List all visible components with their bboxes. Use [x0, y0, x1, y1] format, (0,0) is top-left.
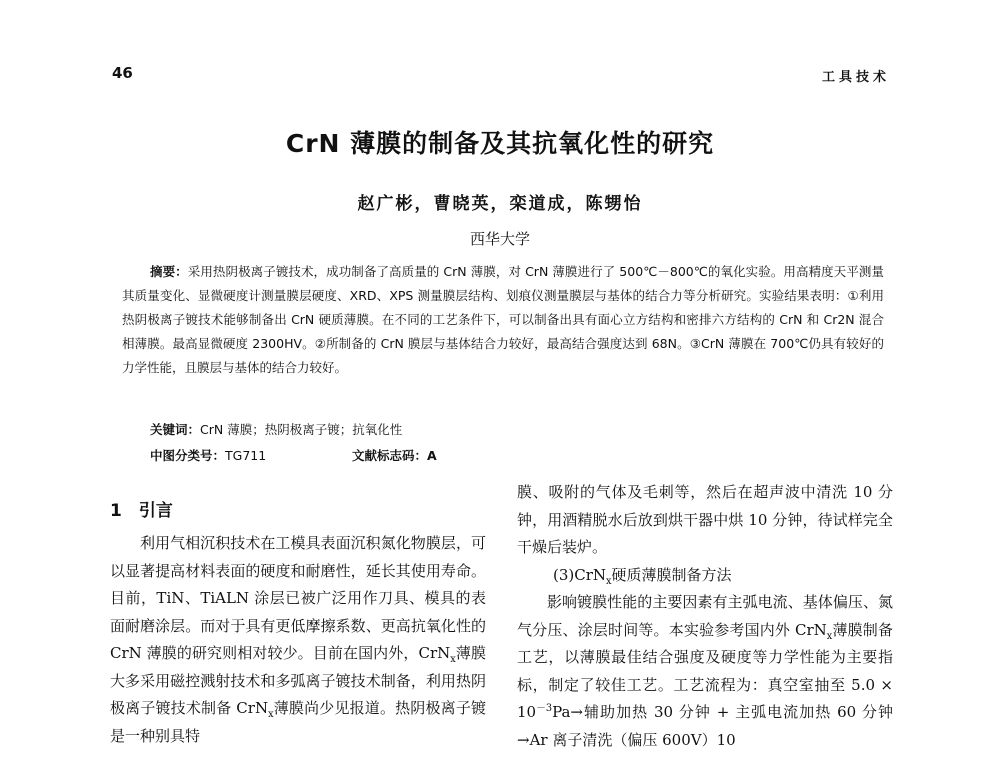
abstract-label: 摘要： — [150, 264, 188, 279]
process-paragraph-part-1: 影响镀膜性能的主要因素有主弧电流、基体偏压、氮气分压、涂层时间等。本实验参考国内外 CrN — [517, 593, 893, 639]
keywords-label: 关键词： — [150, 422, 201, 437]
classification-label: 中图分类号： — [150, 448, 226, 463]
process-paragraph-part-3: Pa→辅助加热 30 分钟 + 主弧电流加热 60 分钟→Ar 离子清洗（偏压 600V）10 — [517, 703, 893, 749]
intro-paragraph-part-2: 薄膜大多采用磁控溅射技术和多弧离子镀技术制备，利用热阴极离子镀技术制备 CrN — [110, 644, 486, 717]
cleaning-paragraph: 膜、吸附的气体及毛刺等，然后在超声波中清洗 10 分钟，用酒精脱水后放到烘干器中烘 10 分钟，待试样完全干燥后装炉。 — [517, 483, 893, 556]
intro-paragraph-part-1: 利用气相沉积技术在工模具表面沉积氮化物膜层，可以显著提高材料表面的硬度和耐磨性，延长其使用寿命。目前，TiN、TiALN 涂层已被广泛用作刀具、模具的表面耐磨涂层。而对于具有更低摩擦系数、更高抗氧化性的 CrN 薄膜的研究则相对较少。目前在国内外，CrN — [110, 534, 486, 662]
subsection-heading-part-2: 硬质薄膜制备方法 — [611, 565, 732, 584]
subsection-heading-crn-method — [517, 562, 893, 590]
article-authors: 赵广彬，曹晓英，栾道成，陈甥怡 — [357, 194, 643, 214]
document-code — [352, 446, 437, 464]
process-paragraph — [517, 589, 893, 754]
keywords-text: CrN 薄膜；热阴极离子镀；抗氧化性 — [200, 422, 403, 437]
journal-running-header: 工具技术 — [821, 70, 890, 85]
subscript-x: x — [606, 575, 612, 587]
superscript-exponent: －3 — [536, 703, 553, 714]
document-code-value: A — [427, 448, 437, 463]
classification-number — [150, 446, 266, 464]
body-column-left — [110, 530, 486, 750]
section-heading-introduction: 1 引言 — [110, 501, 173, 521]
subscript-x: x — [826, 630, 833, 642]
subsection-heading-part-1: (3)CrN — [553, 565, 607, 584]
classification-value: TG711 — [225, 448, 267, 463]
subscript-x: x — [450, 654, 456, 665]
intro-paragraph-part-3: 薄膜尚少见报道。热阴极离子镀是一种别具特 — [110, 699, 486, 745]
abstract-text: 采用热阴极离子镀技术，成功制备了高质量的 CrN 薄膜，对 CrN 薄膜进行了 500℃－800℃的氧化实验。用高精度天平测量其质量变化、显微硬度计测量膜层硬度、XRD、XPS 测量膜层结构、划痕仪测量膜层与基体的结合力等分析研究。实验结果表明：①利用热阴极离子镀技术能够制备出 CrN 硬质薄膜。在不同的工艺条件下，可以制备出具有面心立方结构和密排六方结构的 CrN 和 Cr2N 混合相薄膜。最高显微硬度 2300HV。②所制备的 CrN 膜层与基体结合力较好，最高结合强度达到 68N。③CrN 薄膜在 700℃仍具有较好的力学性能，且膜层与基体的结合力较好。 — [122, 264, 884, 375]
article-title: CrN 薄膜的制备及其抗氧化性的研究 — [285, 129, 715, 158]
abstract — [122, 260, 884, 380]
document-code-label: 文献标志码： — [352, 448, 428, 463]
keywords — [150, 420, 402, 438]
subscript-x: x — [268, 709, 274, 720]
page-number: 46 — [112, 64, 133, 82]
article-affiliation: 西华大学 — [469, 230, 530, 248]
process-paragraph-part-2: 薄膜制备工艺，以薄膜最佳结合强度及硬度等力学性能为主要指标，制定了较佳工艺。工艺流程为：真空室抽至 5.0 × 10 — [517, 620, 893, 721]
body-column-right — [517, 479, 893, 754]
